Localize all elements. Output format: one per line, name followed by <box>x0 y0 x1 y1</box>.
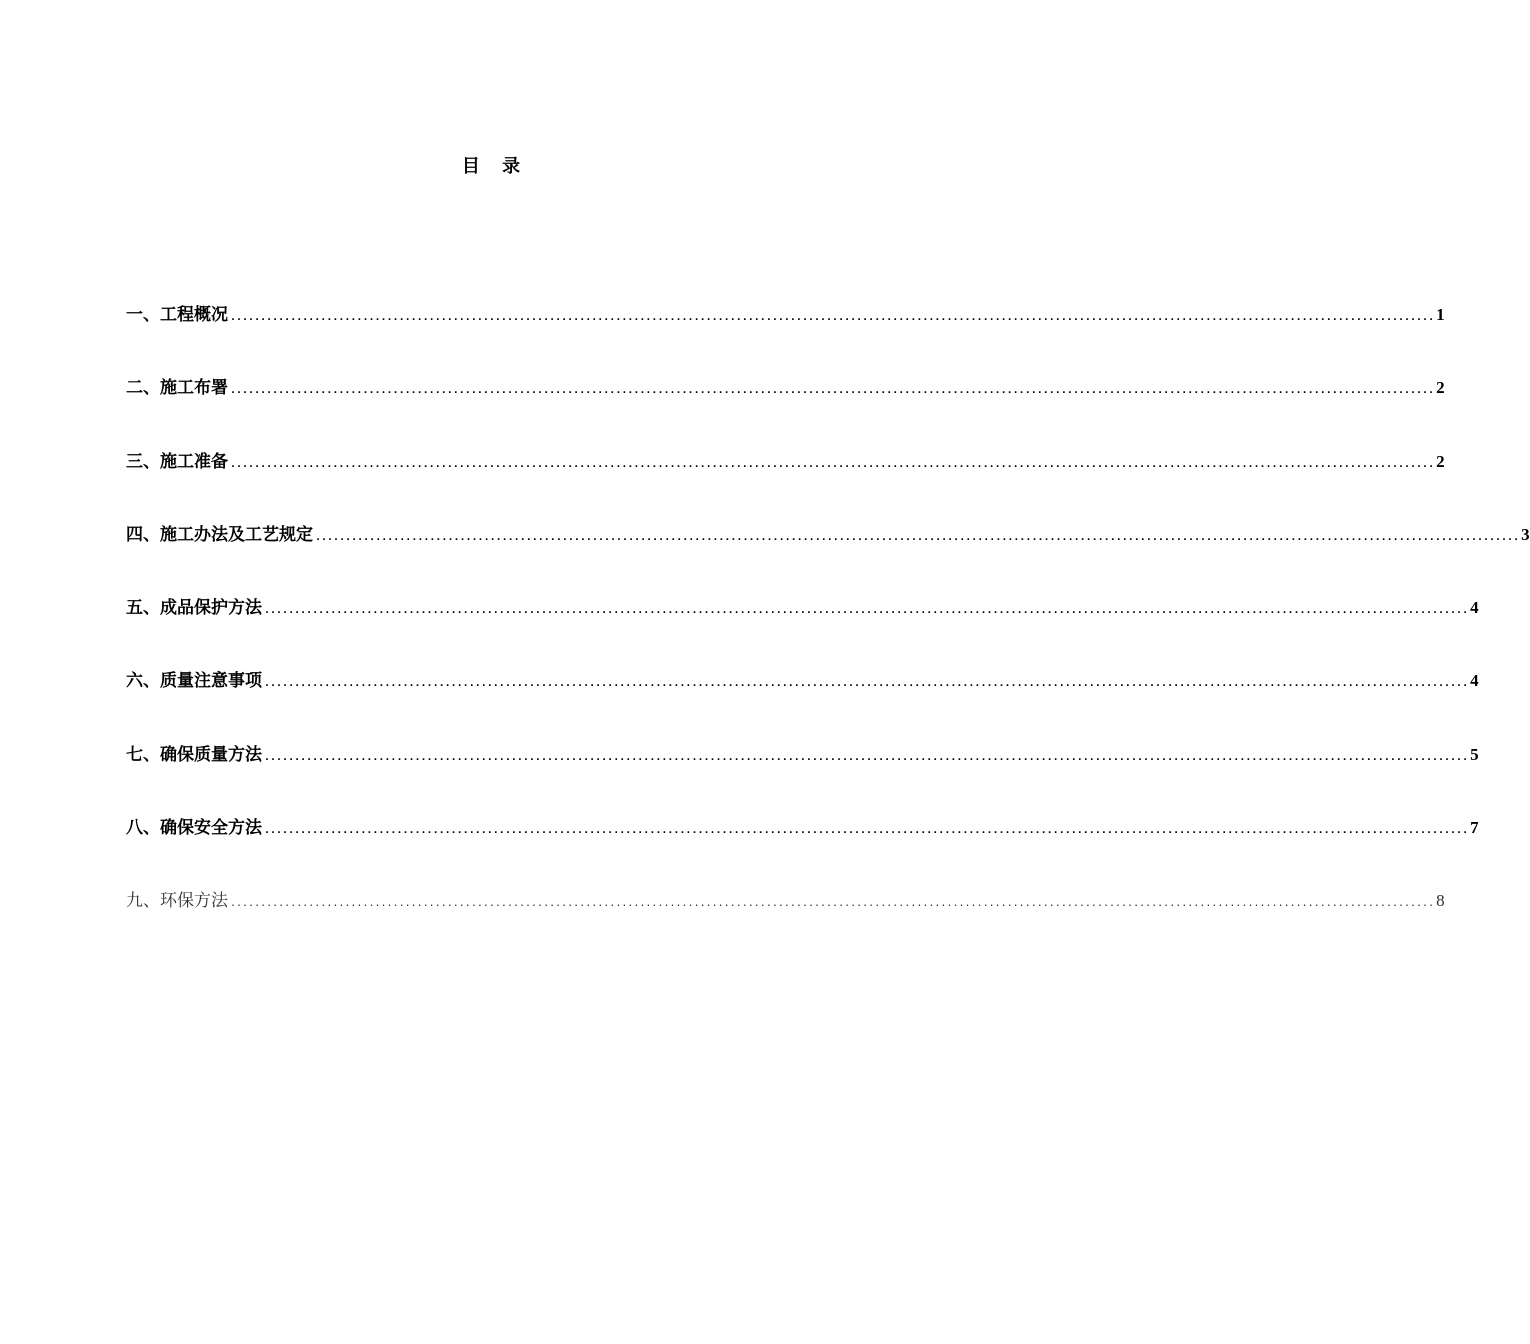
toc-entry-label: 三、施工准备 <box>126 451 228 472</box>
toc-entry-label: 六、质量注意事项 <box>126 671 262 692</box>
toc-entry-page: 1 <box>1436 305 1445 324</box>
toc-entry-page: 2 <box>1436 451 1445 471</box>
toc-entry-3[interactable] <box>126 447 1445 520</box>
toc-entry-label: 一、工程概况 <box>126 305 228 325</box>
toc-entry-label: 二、施工布署 <box>126 378 228 399</box>
toc-dot-leader: ........................................................................................................................................................................................................ <box>264 825 1469 837</box>
toc-dot-leader: ........................................................................................................................................................................................................ <box>230 898 1435 910</box>
toc-entry-label: 四、施工办法及工艺规定 <box>126 524 313 545</box>
toc-entry-page: 7 <box>1470 818 1479 838</box>
toc-entry-page: 4 <box>1470 671 1479 691</box>
toc-dot-leader: ........................................................................................................................................................................................................ <box>230 458 1435 470</box>
toc-entry-1[interactable] <box>126 300 1445 373</box>
toc-entry-page: 8 <box>1436 891 1445 911</box>
toc-entry-9[interactable] <box>126 886 1445 959</box>
toc-entry-8[interactable] <box>126 813 1479 886</box>
page-title: 目 录 <box>461 156 529 177</box>
toc-dot-leader: ........................................................................................................................................................................................................ <box>230 385 1435 397</box>
toc-dot-leader: ........................................................................................................................................................................................................ <box>264 605 1469 617</box>
toc-entry-5[interactable] <box>126 593 1479 666</box>
toc-entry-label: 九、环保方法 <box>126 891 228 912</box>
toc-entry-page: 5 <box>1470 744 1479 764</box>
toc-entry-label: 七、确保质量方法 <box>126 744 262 765</box>
toc-entry-page: 2 <box>1436 378 1445 398</box>
toc-entry-page: 3 <box>1521 524 1530 544</box>
toc-entry-7[interactable] <box>126 740 1479 813</box>
toc-entry-4[interactable] <box>126 520 1530 593</box>
toc-entry-6[interactable] <box>126 666 1479 739</box>
toc-entry-label: 五、成品保护方法 <box>126 598 262 619</box>
toc-entry-2[interactable] <box>126 373 1445 446</box>
toc-dot-leader: ........................................................................................................................................................................................................ <box>315 531 1520 543</box>
toc-dot-leader: ........................................................................................................................................................................................................ <box>264 678 1469 690</box>
table-of-contents <box>126 300 1530 960</box>
toc-dot-leader: ........................................................................................................................................................................................................ <box>230 312 1435 323</box>
toc-entry-page: 4 <box>1470 598 1479 618</box>
toc-dot-leader: ........................................................................................................................................................................................................ <box>264 751 1469 763</box>
toc-entry-label: 八、确保安全方法 <box>126 818 262 839</box>
